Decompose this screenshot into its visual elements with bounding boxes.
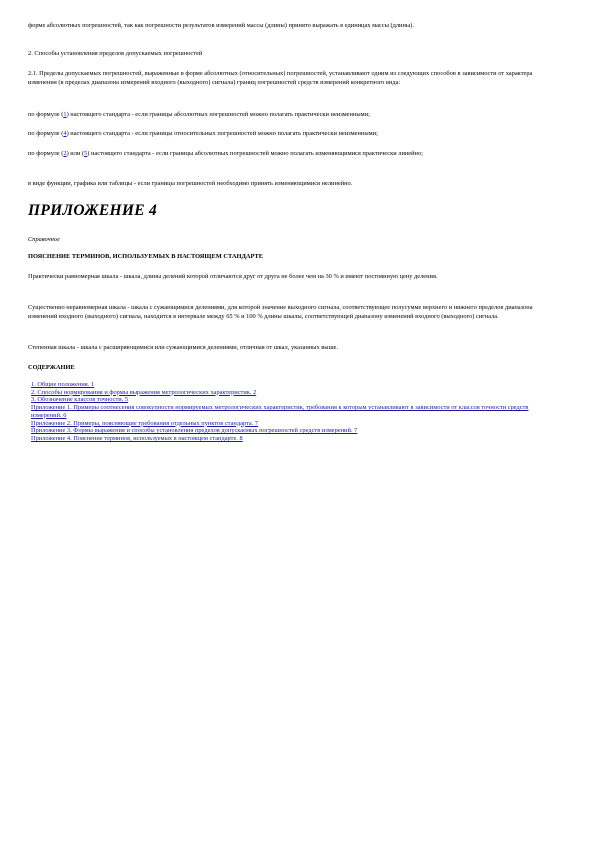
term-power-scale: Степенная шкала - шкала с расширяющимися или сужающимися делениями, отличная от шкал, указанных выше.: [28, 344, 338, 351]
toc-link-appendix-3[interactable]: Приложение 3. Формы выражения и способы установления пределов допускаемых погрешностей средств измерений. 7: [31, 427, 358, 435]
paragraph-2-1: 2.1. Пределы допускаемых погрешностей, выраженные в форме абсолютных (относительных) погрешностей, устанавливают одним из следующих способов в зависимости от характера изменения (в пределах диапазона измерений входного (выходного) сигнала) границ погрешностей средств измерений конкретного вида:: [28, 70, 533, 86]
toc-heading: СОДЕРЖАНИЕ: [28, 364, 75, 371]
formula-5-link[interactable]: 5: [84, 150, 88, 157]
list-item-function: в виде функции, графика или таблицы - если границы погрешностей необходимо принять изменяющимися нелинейно.: [28, 180, 353, 187]
formula-4-link[interactable]: 4: [63, 130, 67, 137]
term-nonuniform-scale: Существенно неравномерная шкала - шкала с сужающимися делениями, для которой значение выходного сигнала, соответствующее полусумме верхнего и нижнего пределов диапазона изменений входного (выходного) сигнала, находится в интервале между 65 % и 100 % длины шкалы, соответствующей диапазону изменений входного (выходного) сигнала.: [28, 304, 533, 320]
section-heading-2: 2. Способы установления пределов допускаемых погрешностей: [28, 50, 203, 57]
table-of-contents: [31, 381, 556, 443]
list-item-formula-4: по формуле (4) настоящего стандарта - если границы относительных погрешностей можно полагать практически неизменными;: [28, 130, 378, 137]
appendix-title: ПРИЛОЖЕНИЕ 4: [28, 202, 158, 219]
list-item-formula-1: по формуле (1) настоящего стандарта - если границы абсолютных погрешностей можно полагать практически неизменными;: [28, 111, 370, 118]
paragraph-mass-length: форме абсолютных погрешностей, так как погрешности результатов измерений массы (длины) принято выражать в единицах массы (длины).: [28, 22, 414, 29]
term-uniform-scale: Практически равномерная шкала - шкала, длины делений которой отличаются друг от друга не более чем на 30 % и имеют постоянную цену деления.: [28, 273, 438, 280]
formula-2-link[interactable]: 2: [63, 150, 67, 157]
list-item-formula-2-5: по формуле (2) или (5) настоящего стандарта - если границы абсолютных погрешностей можно полагать изменяющимися практически линейно;: [28, 150, 423, 157]
appendix-heading: ПОЯСНЕНИЕ ТЕРМИНОВ, ИСПОЛЬЗУЕМЫХ В НАСТОЯЩЕМ СТАНДАРТЕ: [28, 253, 263, 260]
toc-link-accuracy-classes[interactable]: 3. Обозначение классов точности. 5: [31, 396, 129, 404]
toc-link-appendix-2[interactable]: Приложение 2. Примеры, поясняющие требования отдельных пунктов стандарта. 7: [31, 419, 259, 427]
toc-link-appendix-4[interactable]: Приложение 4. Пояснение терминов, используемых в настоящем стандарте. 8: [31, 434, 243, 442]
toc-link-general[interactable]: 1. Общие положения. 1: [31, 381, 95, 388]
toc-link-normalization[interactable]: 2. Способы нормирования и формы выражения метрологических характеристик. 2: [31, 388, 257, 396]
toc-link-appendix-1[interactable]: Приложение 1. Примеры соотнесения совокупности нормируемых метрологических характеристик, требования к которым устанавливают в зависимости от классов точности средств измерений. 6: [31, 404, 529, 419]
formula-1-link[interactable]: 1: [63, 111, 67, 118]
appendix-reference-label: Справочное: [28, 236, 60, 243]
